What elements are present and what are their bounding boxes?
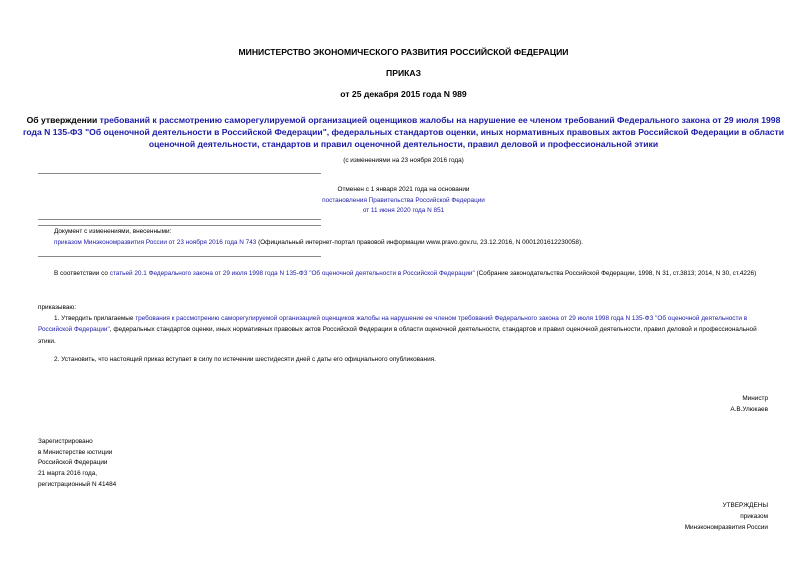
changes-source: (Официальный интернет-портал правовой информации www.pravo.gov.ru, 23.12.2016, N 0001201612230058). [256,239,583,247]
changes-link[interactable]: приказом Минэкономразвития России от 23 ноября 2016 года N 743 [54,239,257,247]
ministry-heading: МИНИСТЕРСТВО ЭКОНОМИЧЕСКОГО РАЗВИТИЯ РОССИЙСКОЙ ФЕДЕРАЦИИ [238,47,569,57]
registration-line: Российской Федерации [38,459,108,467]
signature-name: А.В.Улюкаев [730,406,768,414]
title-link[interactable]: требований к рассмотрению саморегулируемой организацией оценщиков жалобы на нарушение ее членом требований Федерального закона от 29 июля 1998 года N 135-ФЗ "Об оценочной деятельности в Российской Федерации", федеральных стандартов оценки, иных нормативных правовых актов Российской Федерации в области оценочной деятельности, стандартов и правил оценочной деятельности, правил деловой и профессиональной этики [22,115,785,149]
item-2-paragraph: 2. Установить, что настоящий приказ вступает в силу по истечении шестидесяти дней с даты его официального опубликования. [54,356,436,363]
cancelled-link-line1[interactable]: постановления Правительства Российской Федерации [322,196,485,204]
item-1-link[interactable]: требования к рассмотрению саморегулируемой организацией оценщиков жалобы на нарушение ее членом требований Федерального закона от 29 июля 1998 года N 135-ФЗ "Об оценочной деятельности в Российской Федерации" [38,315,748,334]
changes-label: Документ с изменениями, внесенными: [54,228,172,235]
item-1-paragraph [38,313,770,347]
cancelled-block [0,185,807,217]
approved-block [560,500,768,534]
cancelled-text: Отменен с 1 января 2021 года на основании [337,186,470,193]
approved-line: приказом [740,513,768,521]
registration-line: 21 марта 2016 года, [38,470,98,478]
preamble-prefix: В соответствии со [54,270,110,277]
registration-line: Зарегистрировано [38,438,93,445]
registration-block [38,437,338,491]
signature-position: Министр [742,395,768,402]
item-1-prefix: 1. Утвердить прилагаемые [54,315,136,322]
document-title [20,114,787,150]
registration-line: регистрационный N 41484 [38,480,117,488]
approved-line: УТВЕРЖДЕНЫ [722,502,768,509]
divider [38,173,321,174]
amendments-note: (с изменениями на 23 ноября 2016 года) [343,157,464,164]
preamble-suffix: (Собрание законодательства Российской Федерации, 1998, N 31, ст.3813; 2014, N 30, ст.4226) [474,270,757,277]
approved-line: Минэкономразвития России [684,524,768,532]
divider [38,219,321,220]
changes-block [54,226,774,249]
doc-type-heading: ПРИКАЗ [386,68,421,78]
date-number-heading: от 25 декабря 2015 года N 989 [340,89,467,99]
preamble-paragraph [38,268,770,279]
signature-block [560,393,768,416]
item-1-suffix: , федеральных стандартов оценки, иных нормативных правовых актов Российской Федерации в области оценочной деятельности, стандартов и правил оценочной деятельности, правил деловой и профессиональной этики. [38,326,757,345]
cancelled-link-line2[interactable]: от 11 июня 2020 года N 851 [362,207,445,214]
title-prefix: Об утверждении [26,115,100,125]
registration-line: в Министерстве юстиции [38,448,113,456]
order-word: приказываю: [38,304,76,311]
preamble-link[interactable]: статьей 20.1 Федерального закона от 29 июля 1998 года N 135-ФЗ "Об оценочной деятельности в Российской Федерации" [109,270,475,277]
divider [38,256,321,257]
